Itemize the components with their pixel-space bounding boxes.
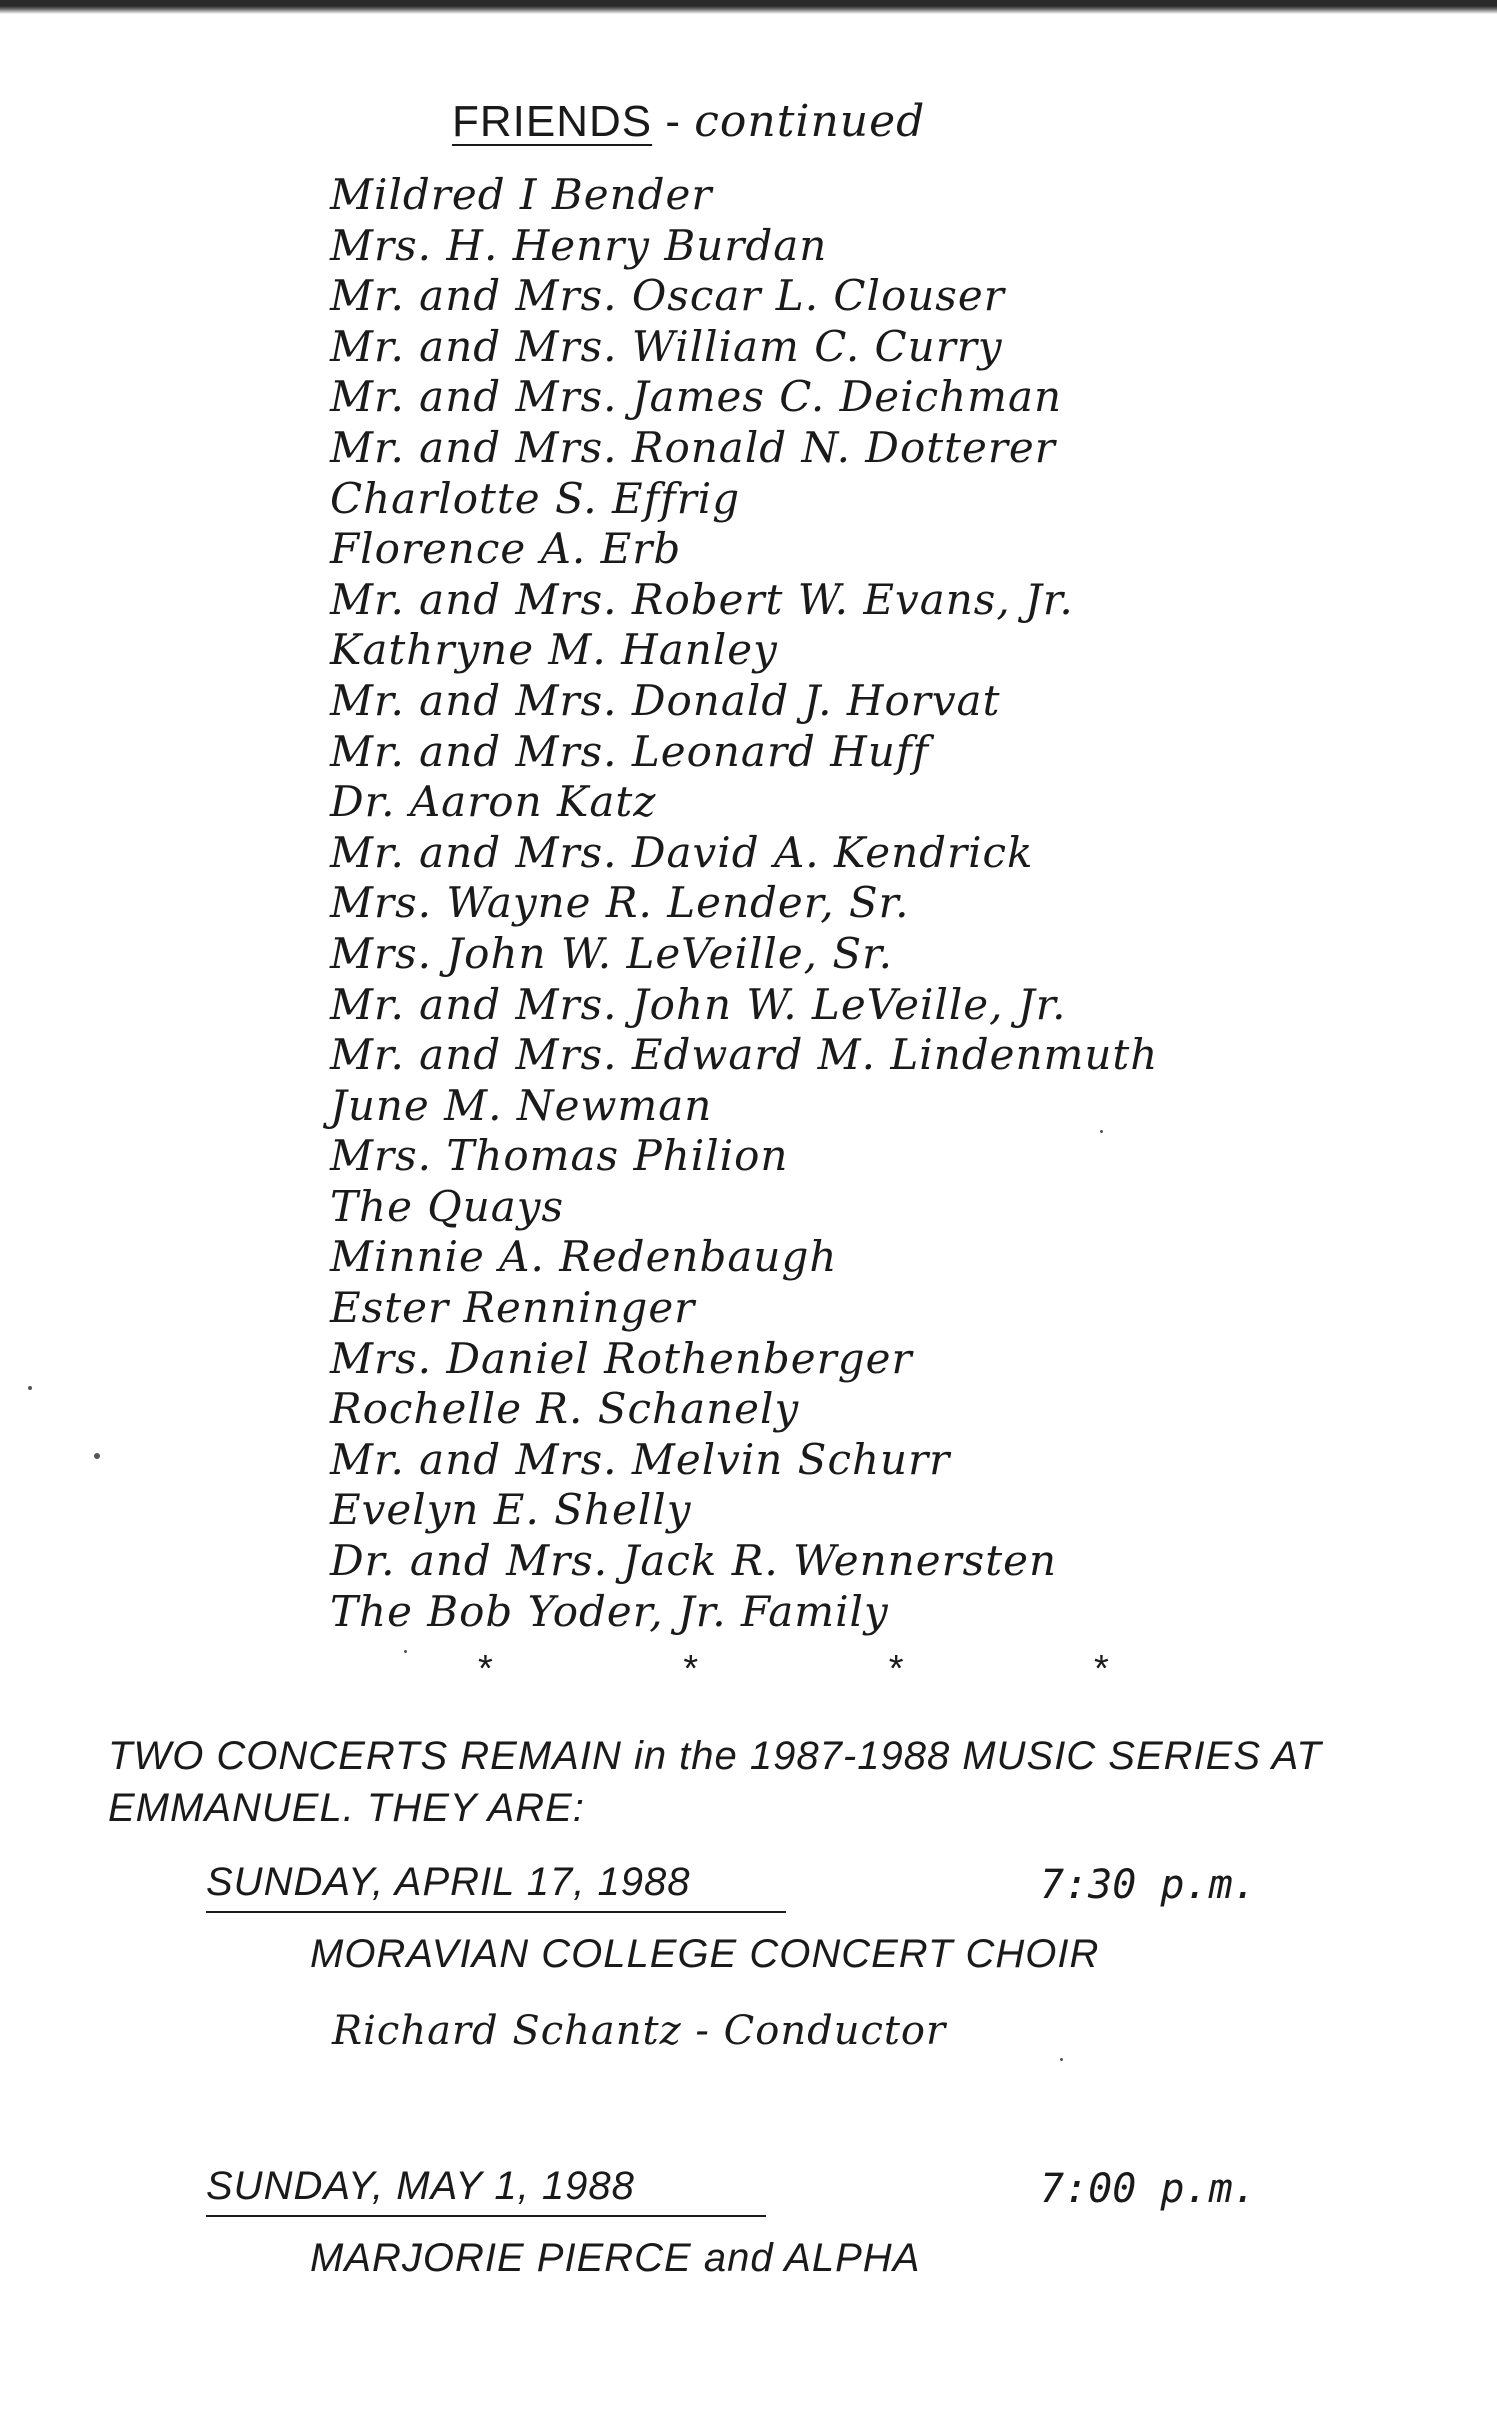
section-divider: * * * * <box>478 1648 1199 1690</box>
friend-name: Mr. and Mrs. David A. Kendrick <box>330 827 1034 877</box>
friend-name: Rochelle R. Schanely <box>330 1384 800 1434</box>
concerts-announcement: TWO CONCERTS REMAIN in the 1987-1988 MUSIC SERIES AT EMMANUEL. THEY ARE: <box>108 1734 1322 1830</box>
scan-speck <box>404 1650 407 1653</box>
friend-name: Mr. and Mrs. Melvin Schurr <box>330 1434 951 1484</box>
friend-name: Mr. and Mrs. Edward M. Lindenmuth <box>330 1030 1159 1080</box>
concert-title: MORAVIAN COLLEGE CONCERT CHOIR <box>310 1932 1100 1976</box>
concert-time: 7:30 p.m. <box>1040 1862 1257 1908</box>
friend-name: Mr. and Mrs. Donald J. Horvat <box>330 675 1001 725</box>
friend-name: Mrs. Thomas Philion <box>330 1131 789 1181</box>
friend-name: Mrs. John W. LeVeille, Sr. <box>330 928 893 978</box>
heading-friends: FRIENDS <box>452 97 653 146</box>
friend-name: Dr. Aaron Katz <box>330 777 657 827</box>
heading-continued: continued <box>694 96 926 147</box>
friend-name: Mr. and Mrs. John W. LeVeille, Jr. <box>330 979 1067 1029</box>
scan-speck <box>1060 2058 1063 2061</box>
friend-name: Minnie A. Redenbaugh <box>330 1232 838 1282</box>
friend-name: Ester Renninger <box>330 1283 696 1333</box>
friend-name: Mildred I Bender <box>330 170 713 219</box>
friend-name: Mrs. H. Henry Burdan <box>330 220 828 270</box>
friend-name: June M. Newman <box>330 1080 713 1130</box>
friend-name: Mr. and Mrs. Robert W. Evans, Jr. <box>330 574 1074 624</box>
scan-edge <box>0 0 1497 14</box>
friend-name: The Quays <box>330 1181 565 1231</box>
friend-name: Mr. and Mrs. William C. Curry <box>330 321 1003 371</box>
concert-conductor: Richard Schantz - Conductor <box>332 2008 947 2054</box>
friend-name: Evelyn E. Shelly <box>330 1485 692 1535</box>
friend-name: Charlotte S. Effrig <box>330 473 741 523</box>
page-heading <box>452 96 925 147</box>
friend-name: Dr. and Mrs. Jack R. Wennersten <box>330 1536 1057 1586</box>
concert-title: MARJORIE PIERCE and ALPHA <box>310 2236 921 2280</box>
friend-name: Mrs. Wayne R. Lender, Sr. <box>330 878 910 928</box>
friend-name: Mr. and Mrs. Ronald N. Dotterer <box>330 422 1056 472</box>
friend-name: Mr. and Mrs. James C. Deichman <box>330 372 1063 422</box>
scan-speck <box>1100 1130 1103 1133</box>
concert-time: 7:00 p.m. <box>1040 2166 1257 2212</box>
heading-separator: - <box>652 97 695 146</box>
concert-date: SUNDAY, MAY 1, 1988 <box>206 2164 766 2217</box>
friend-name: Kathryne M. Hanley <box>330 625 778 675</box>
friend-name: The Bob Yoder, Jr. Family <box>330 1586 889 1636</box>
friend-name: Mr. and Mrs. Oscar L. Clouser <box>330 271 1005 321</box>
scan-speck <box>28 1386 32 1390</box>
scan-speck <box>94 1453 100 1459</box>
friend-name: Florence A. Erb <box>330 524 682 574</box>
concert-date: SUNDAY, APRIL 17, 1988 <box>206 1860 786 1913</box>
friend-name: Mrs. Daniel Rothenberger <box>330 1333 913 1383</box>
friends-list <box>330 170 1158 1637</box>
friend-name: Mr. and Mrs. Leonard Huff <box>330 726 930 776</box>
